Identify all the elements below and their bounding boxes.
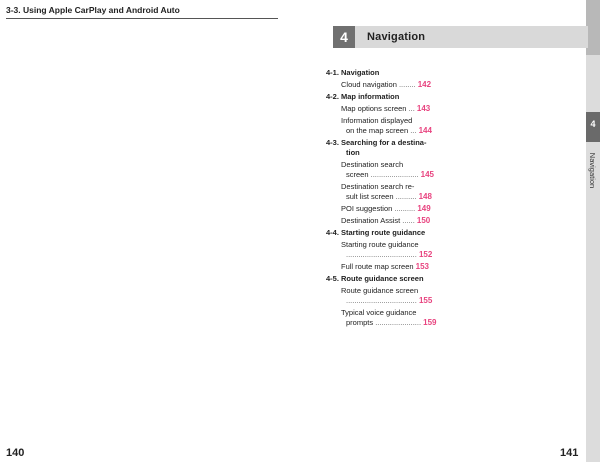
toc-page-link[interactable]: 149 xyxy=(417,204,431,213)
toc-page-link[interactable]: 153 xyxy=(415,262,429,271)
side-tab-label xyxy=(579,150,600,190)
toc-dot-leader: ........ xyxy=(398,80,416,89)
left-page-number: 140 xyxy=(6,447,25,459)
toc-dot-leader: ... xyxy=(410,126,417,135)
toc-page-link[interactable]: 152 xyxy=(418,250,433,259)
side-tab-label-text: Navigation xyxy=(588,152,598,188)
toc-section-title: 4-4. Starting route guidance xyxy=(326,228,426,237)
toc-section-title: 4-1. Navigation xyxy=(326,68,380,77)
toc-entry[interactable] xyxy=(341,216,441,226)
toc-entry[interactable] xyxy=(341,204,441,214)
toc-entry[interactable] xyxy=(341,240,441,260)
toc-entry-text: Route guidance screen xyxy=(341,286,419,295)
toc-dot-leader: ....................... xyxy=(370,170,419,179)
toc-section-title-line2: tion xyxy=(346,148,360,157)
side-tab-strip xyxy=(586,0,600,462)
toc-entry[interactable] xyxy=(341,116,441,136)
right-page-number: 141 xyxy=(560,447,579,459)
toc-entry-text: POI suggestion xyxy=(341,204,393,213)
chapter-title: Navigation xyxy=(355,26,588,48)
chapter-heading xyxy=(333,26,588,48)
toc-dot-leader: ...................... xyxy=(375,318,422,327)
toc-entry-text: Destination search xyxy=(341,160,404,169)
toc-entry[interactable] xyxy=(341,104,441,114)
toc-entry-text-continued: sult list screen xyxy=(346,192,394,201)
toc-dot-leader: .......... xyxy=(394,204,416,213)
toc-entry-text: Cloud navigation xyxy=(341,80,397,89)
chapter-number: 4 xyxy=(333,26,355,48)
toc-page-link[interactable]: 144 xyxy=(418,126,432,135)
toc-dot-leader: .................................. xyxy=(346,296,417,305)
toc-entry-text: Information displayed xyxy=(341,116,413,125)
toc-page-link[interactable]: 145 xyxy=(420,170,434,179)
toc-section-title xyxy=(326,138,441,158)
toc-entry-text-continued: on the map screen xyxy=(346,126,409,135)
toc-page-link[interactable]: 143 xyxy=(416,104,431,113)
toc-entry-text: Starting route guidance xyxy=(341,240,419,249)
toc-section-title: 4-2. Map information xyxy=(326,92,400,101)
toc-entry-text: Map options screen xyxy=(341,104,407,113)
toc-dot-leader: ... xyxy=(408,104,415,113)
toc-entry[interactable] xyxy=(341,308,441,328)
header-rule xyxy=(6,18,278,19)
toc-dot-leader: ...... xyxy=(402,216,415,225)
toc-page-link[interactable]: 155 xyxy=(418,296,433,305)
toc-entry[interactable] xyxy=(341,182,441,202)
side-tab-number: 4 xyxy=(590,119,596,129)
toc-entry-text: Destination Assist xyxy=(341,216,401,225)
toc-dot-leader: .................................. xyxy=(346,250,417,259)
toc-entry[interactable] xyxy=(341,160,441,180)
toc-page-link[interactable]: 142 xyxy=(417,80,432,89)
toc-entry-text: Typical voice guidance xyxy=(341,308,417,317)
toc-entry[interactable] xyxy=(341,80,441,90)
toc-page-link[interactable]: 148 xyxy=(418,192,432,201)
toc-entry-text-continued: prompts xyxy=(346,318,374,327)
side-tab-top-block xyxy=(586,0,600,55)
toc-entry[interactable] xyxy=(341,286,441,306)
toc-dot-leader: .......... xyxy=(395,192,417,201)
toc-section-title: 4-5. Route guidance screen xyxy=(326,274,424,283)
table-of-contents xyxy=(326,68,441,330)
section-header: 3-3. Using Apple CarPlay and Android Auto xyxy=(6,5,180,15)
toc-entry-text: Full route map screen xyxy=(341,262,414,271)
toc-page-link[interactable]: 159 xyxy=(423,318,437,327)
toc-page-link[interactable]: 150 xyxy=(416,216,431,225)
toc-section-title-line1: 4-3. Searching for a destina- xyxy=(326,138,427,147)
toc-entry-text: Destination search re- xyxy=(341,182,415,191)
toc-entry-text-continued: screen xyxy=(346,170,369,179)
toc-entry[interactable] xyxy=(341,262,441,272)
